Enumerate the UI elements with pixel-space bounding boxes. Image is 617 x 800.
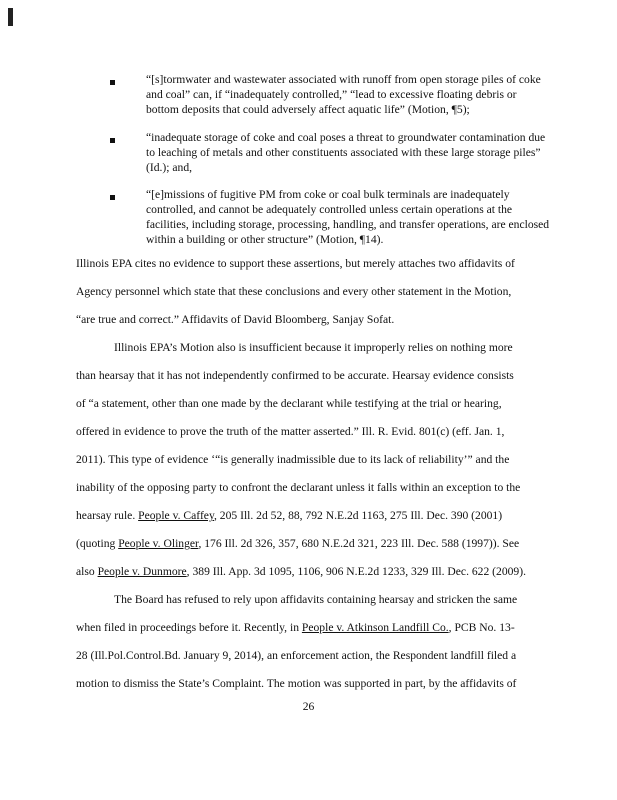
body-line: of “a statement, other than one made by the declarant while testifying at the trial or hearing, [76, 397, 502, 410]
citation-line: when filed in proceedings before it. Recently, in People v. Atkinson Landfill Co., PCB No. 13- [76, 621, 515, 634]
body-line: Illinois EPA cites no evidence to support these assertions, but merely attaches two affidavits of [76, 257, 515, 270]
case-name: People v. Dunmore [97, 565, 187, 578]
body-line: Illinois EPA’s Motion also is insufficient because it improperly relies on nothing more [114, 341, 513, 354]
citation-line: hearsay rule. People v. Caffey, 205 Ill. 2d 52, 88, 792 N.E.2d 1163, 275 Ill. Dec. 390 (2001) [76, 509, 503, 522]
case-name: People v. Atkinson Landfill Co. [301, 621, 449, 634]
body-line: “are true and correct.” Affidavits of David Bloomberg, Sanjay Sofat. [76, 313, 395, 326]
bullet-item-1: “[s]tormwater and wastewater associated with runoff from open storage piles of coke and coal” can, if “inadequately controlled,” “lead to excessive floating debris or bottom deposits that could adversely affect aquatic life” (Motion, ¶5); [146, 73, 541, 116]
citation-line: also People v. Dunmore, 389 Ill. App. 3d 1095, 1106, 906 N.E.2d 1233, 329 Ill. Dec. 622 (2009). [76, 565, 526, 578]
body-line: Agency personnel which state that these conclusions and every other statement in the Motion, [76, 285, 512, 298]
scan-edge-mark [8, 8, 13, 26]
case-name: People v. Caffey [138, 509, 214, 522]
body-line: inability of the opposing party to confront the declarant unless it falls within an exception to the [76, 481, 521, 494]
body-line: than hearsay that it has not independently confirmed to be accurate. Hearsay evidence consists [76, 369, 514, 382]
bullet-item-3: “[e]missions of fugitive PM from coke or coal bulk terminals are inadequately controlled, and cannot be adequately controlled unless certain operations at the facilities, including storage, processing, handling, and transfer operations, are enclosed within a building or other structure” (Motion, ¶14). [146, 188, 550, 246]
case-name: People v. Olinger [118, 537, 199, 550]
bullet-item-2: “inadequate storage of coke and coal poses a threat to groundwater contamination due to leaching of metals and other constituents associated with these large storage piles” (Id.); and, [146, 131, 546, 174]
body-line: offered in evidence to prove the truth of the matter asserted.” Ill. R. Evid. 801(c) (eff. Jan. 1, [76, 425, 505, 438]
body-line: motion to dismiss the State’s Complaint. The motion was supported in part, by the affidavits of [76, 677, 517, 690]
page-number: 26 [302, 700, 315, 713]
bullet-marker [110, 138, 115, 143]
body-line: 2011). This type of evidence ‘“is generally inadmissible due to its lack of reliability’” and the [76, 453, 510, 466]
body-line: 28 (Ill.Pol.Control.Bd. January 9, 2014), an enforcement action, the Respondent landfill filed a [76, 649, 517, 662]
citation-line: (quoting People v. Olinger, 176 Ill. 2d 326, 357, 680 N.E.2d 321, 223 Ill. Dec. 588 (1997)). See [76, 537, 520, 550]
body-line: The Board has refused to rely upon affidavits containing hearsay and stricken the same [114, 593, 518, 606]
bullet-marker [110, 195, 115, 200]
bullet-marker [110, 80, 115, 85]
